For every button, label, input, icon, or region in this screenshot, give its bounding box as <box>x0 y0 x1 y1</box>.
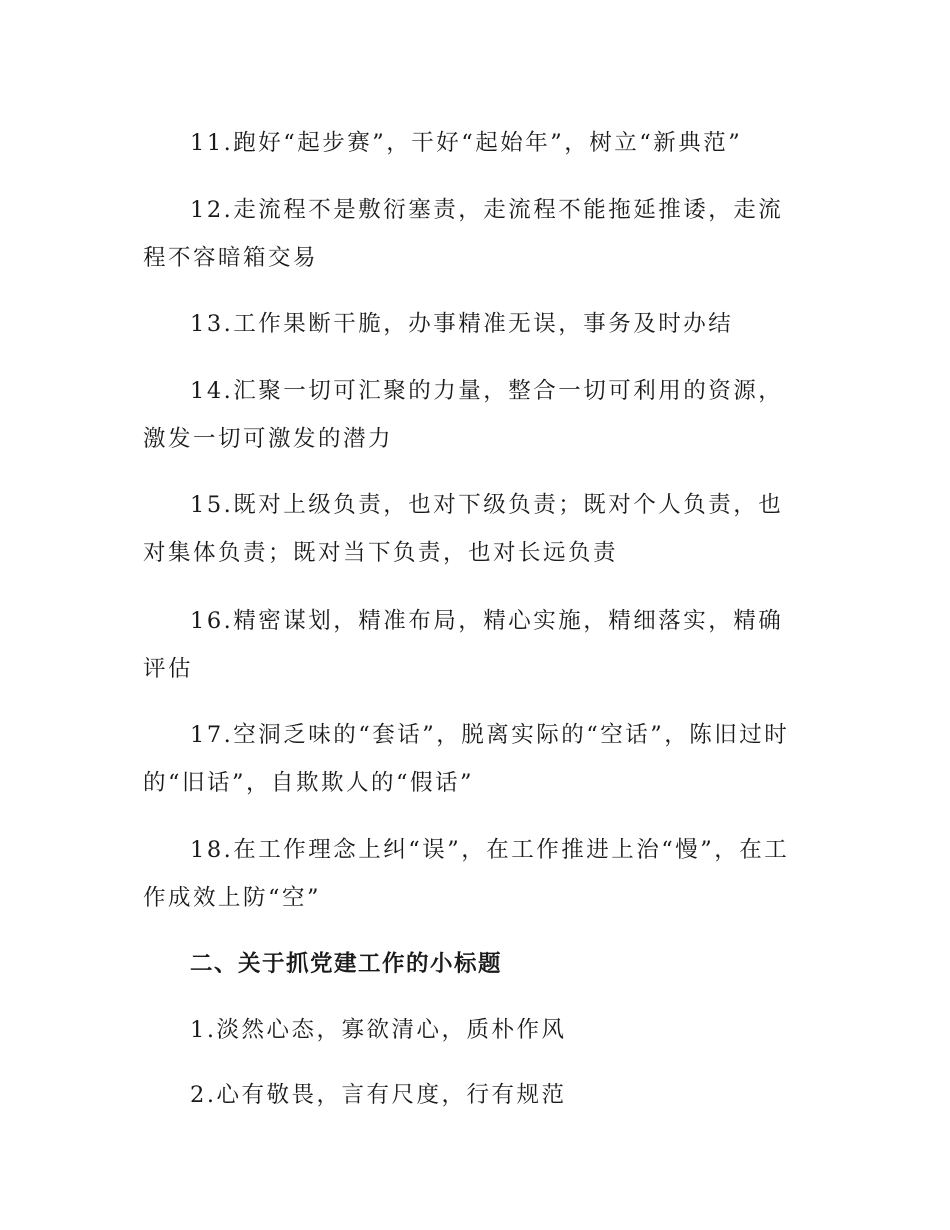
list-item-12: 12.走流程不是敷衍塞责，走流程不能拖延推诿，走流程不容暗箱交易 <box>143 197 784 271</box>
list-item-18: 18.在工作理念上纠“误”，在工作推进上治“慢”，在工作成效上防“空” <box>143 837 790 911</box>
list-item-17: 17.空洞乏味的“套话”，脱离实际的“空话”，陈旧过时的“旧话”，自欺欺人的“假话” <box>143 722 790 796</box>
list-item-15: 15.既对上级负责，也对下级负责；既对个人负责，也对集体负责；既对当下负责，也对长远负责 <box>143 492 784 566</box>
section2-item-2: 2.心有敬畏，言有尺度，行有规范 <box>190 1082 567 1108</box>
list-item-14: 14.汇聚一切可汇聚的力量，整合一切可利用的资源，激发一切可激发的潜力 <box>143 378 784 452</box>
list-item-13: 13.工作果断干脆，办事精准无误，事务及时办结 <box>190 311 734 337</box>
section2-item-1: 1.淡然心态，寡欲清心，质朴作风 <box>190 1017 567 1043</box>
section-heading: 二、关于抓党建工作的小标题 <box>190 951 503 977</box>
list-item-11: 11.跑好“起步赛”，干好“起始年”，树立“新典范” <box>190 130 743 156</box>
list-item-16: 16.精密谋划，精准布局，精心实施，精细落实，精确评估 <box>143 608 784 682</box>
